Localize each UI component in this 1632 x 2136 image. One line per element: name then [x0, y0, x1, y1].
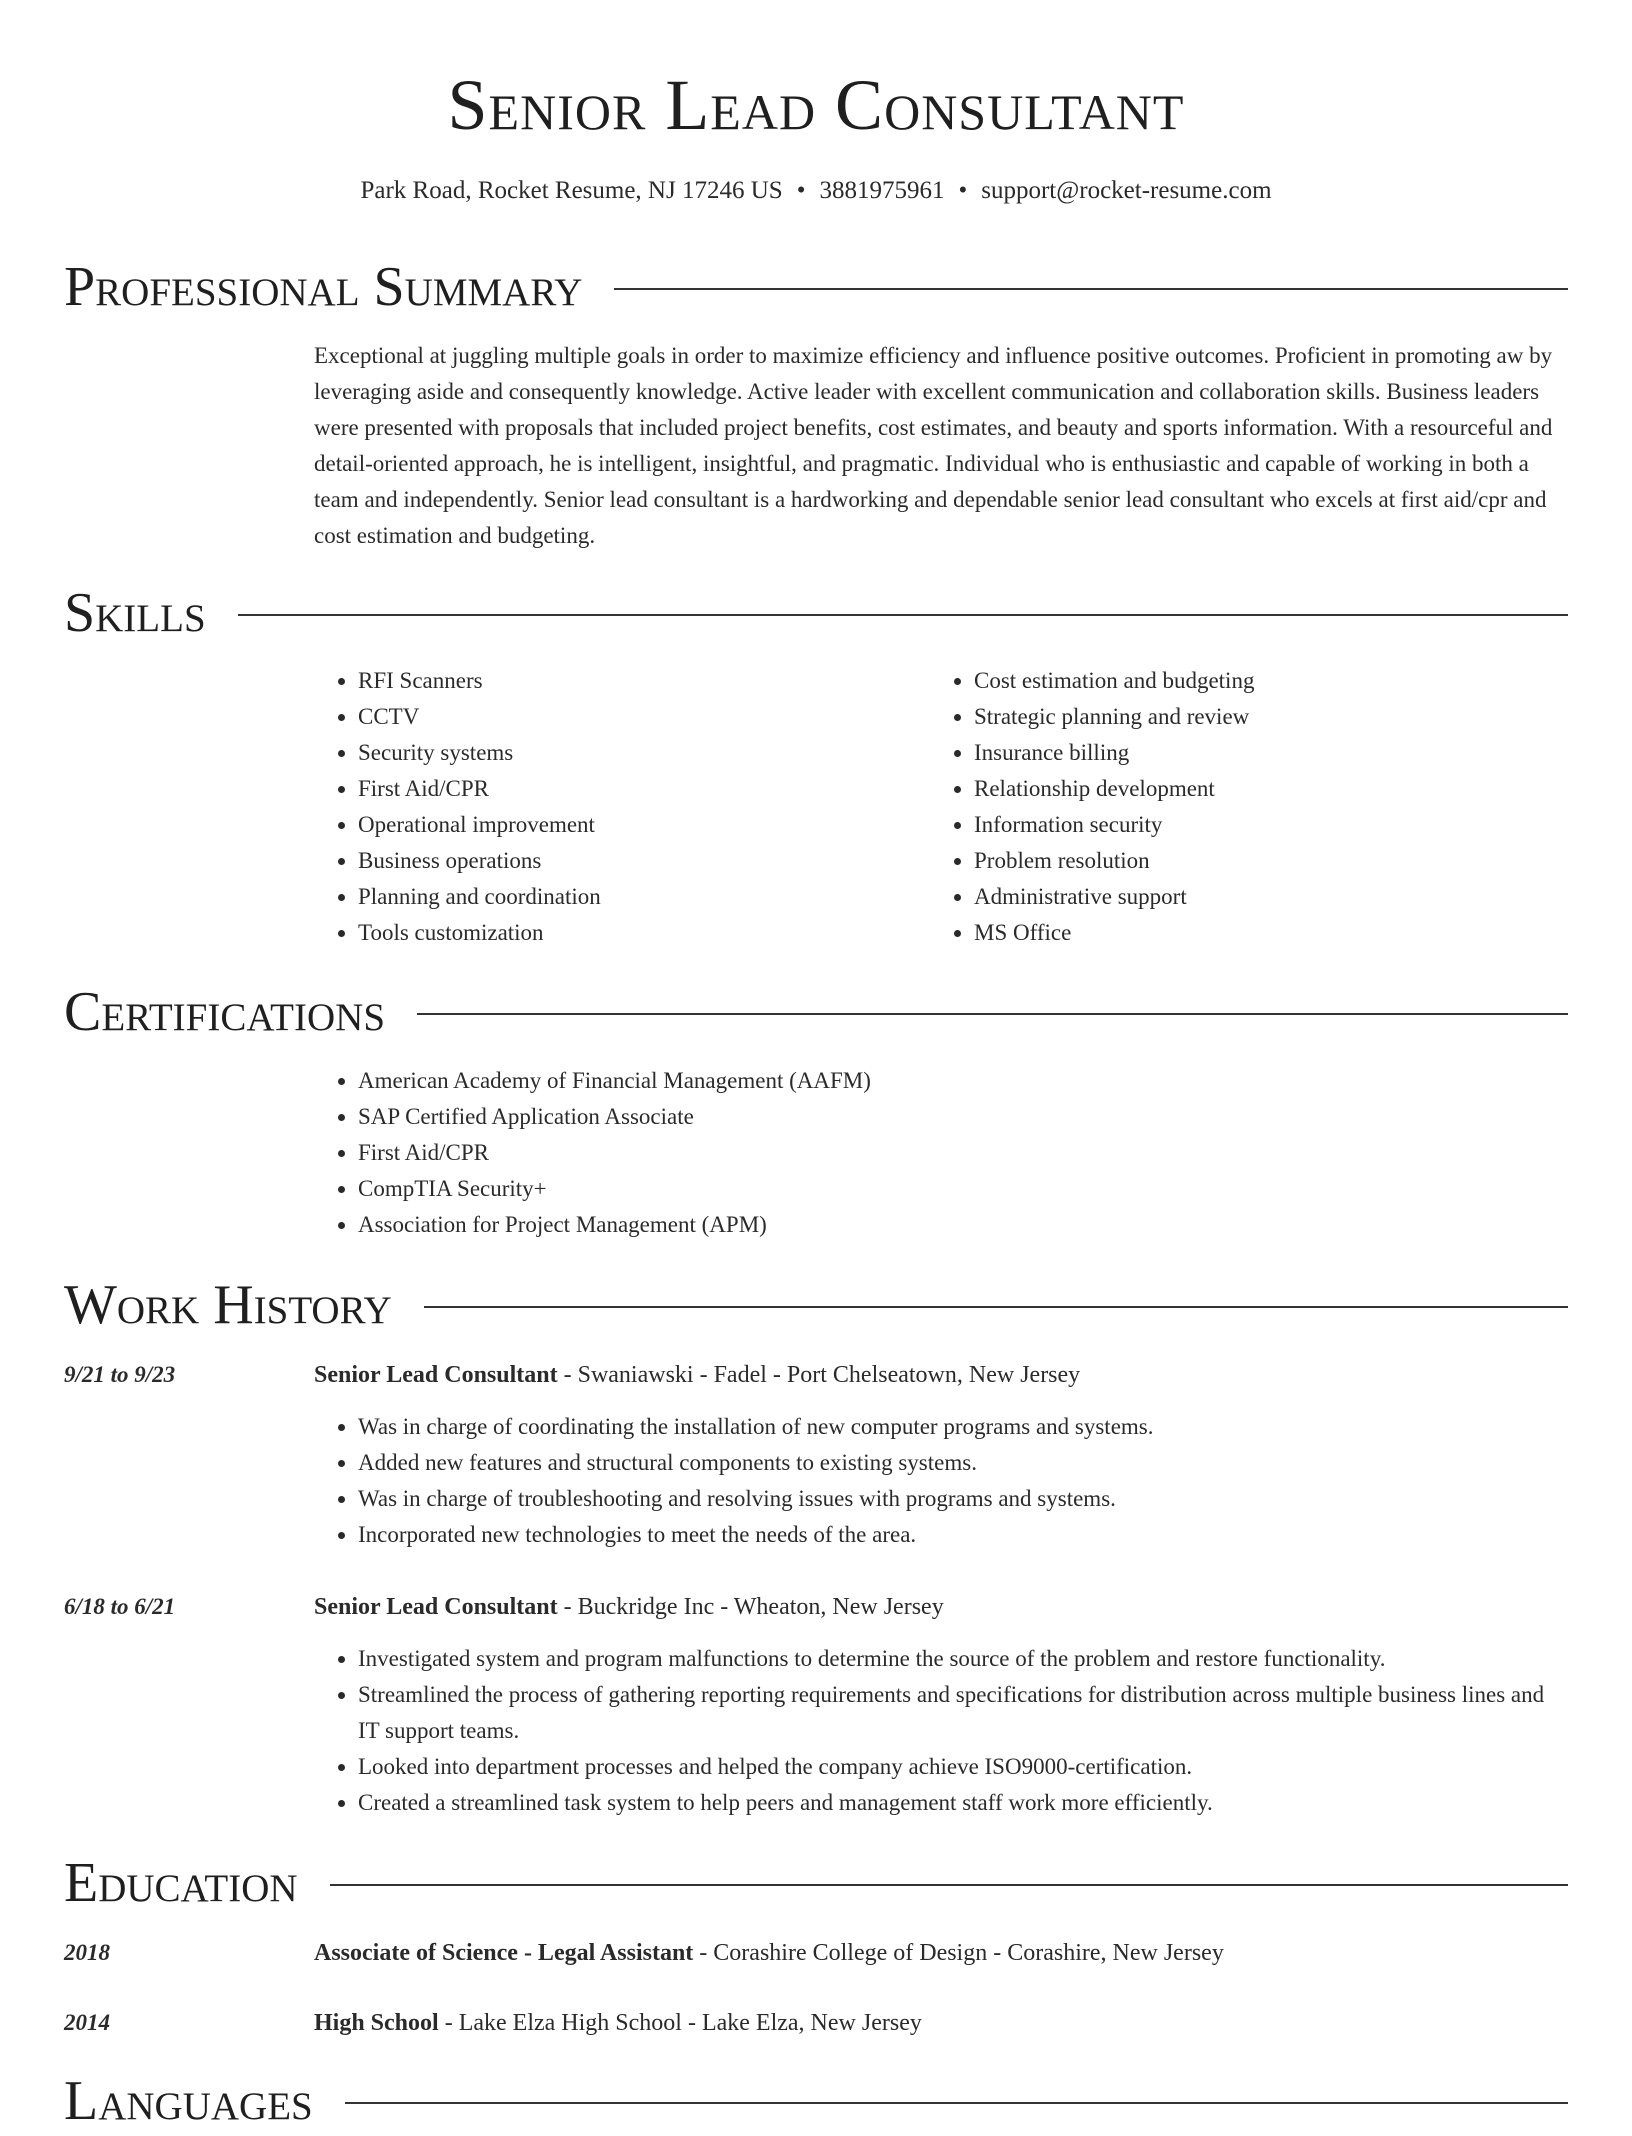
contact-email: support@rocket-resume.com — [981, 177, 1272, 204]
job-role: Senior Lead Consultant — [314, 1362, 558, 1388]
skills-section-title: Skills — [64, 582, 206, 644]
work-section-title: Work History — [64, 1274, 392, 1336]
job-bullet: • Looked into department processes and helped the company achieve ISO9000-certification. — [358, 1749, 1570, 1785]
contact-separator: • — [958, 177, 968, 204]
job-bullet: • Was in charge of troubleshooting and resolving issues with programs and systems. — [358, 1481, 1570, 1517]
education-year: 2018 — [64, 1940, 110, 1965]
job-dates: 9/21 to 9/23 — [64, 1362, 176, 1387]
contact-phone: 3881975961 — [819, 177, 945, 204]
education-detail: - Corashire College of Design - Corashire, New Jersey — [693, 1940, 1224, 1966]
skills-left-list — [314, 663, 914, 951]
skills-section-header — [64, 578, 1568, 648]
section-divider — [417, 1013, 1568, 1015]
section-divider — [238, 614, 1568, 616]
education-heading — [314, 1935, 1570, 1971]
section-divider — [424, 1306, 1568, 1308]
summary-text: Exceptional at juggling multiple goals in order to maximize efficiency and influence positive outcomes. Proficient in promoting aw by leveraging aside and consequently knowledge. Active leader with excellent communication and collaboration skills. Business leaders were presented with proposals that included project benefits, cost estimates, and beauty and sports information. With a resourceful and detail-oriented approach, he is intelligent, insightful, and pragmatic. Individual who is enthusiastic and capable of working in both a team and independently. Senior lead consultant is a hardworking and dependable senior lead consultant who excels at first aid/cpr and cost estimation and budgeting. — [314, 343, 1553, 548]
education-degree: Associate of Science - Legal Assistant — [314, 1940, 694, 1966]
certification-item: • CompTIA Security+ — [358, 1171, 1570, 1207]
job-dates: 6/18 to 6/21 — [64, 1594, 176, 1619]
education-detail: - Lake Elza High School - Lake Elza, New Jersey — [438, 2010, 922, 2036]
education-section-title: Education — [64, 1852, 298, 1914]
work-section-header — [64, 1270, 1568, 1340]
contact-line — [0, 176, 1632, 206]
skill-item: • MS Office — [974, 915, 1530, 951]
skill-item: • RFI Scanners — [358, 663, 914, 699]
languages-section-title: Languages — [64, 2070, 313, 2132]
contact-separator: • — [796, 177, 806, 204]
job-detail: - Buckridge Inc - Wheaton, New Jersey — [557, 1594, 944, 1620]
certification-item: • First Aid/CPR — [358, 1135, 1570, 1171]
skill-item: • Tools customization — [358, 915, 914, 951]
job-bullet: • Incorporated new technologies to meet the needs of the area. — [358, 1517, 1570, 1553]
job-bullet: • Investigated system and program malfunctions to determine the source of the problem and restore functionality. — [358, 1641, 1570, 1677]
section-divider — [345, 2102, 1568, 2104]
job-bullet: • Added new features and structural components to existing systems. — [358, 1445, 1570, 1481]
skill-item: • Information security — [974, 807, 1530, 843]
skill-item: • Security systems — [358, 735, 914, 771]
skill-item: • Problem resolution — [974, 843, 1530, 879]
skill-item: • Administrative support — [974, 879, 1530, 915]
certification-item: • SAP Certified Application Associate — [358, 1099, 1570, 1135]
job-bullets — [314, 1409, 1570, 1553]
section-divider — [614, 288, 1568, 290]
certification-item: • American Academy of Financial Management (AAFM) — [358, 1063, 1570, 1099]
skill-item: • Planning and coordination — [358, 879, 914, 915]
education-year: 2014 — [64, 2010, 110, 2035]
job-role: Senior Lead Consultant — [314, 1594, 558, 1620]
skill-item: • Business operations — [358, 843, 914, 879]
resume-name: Senior Lead Consultant — [447, 65, 1185, 145]
job-bullet: • Was in charge of coordinating the installation of new computer programs and systems. — [358, 1409, 1570, 1445]
skills-right-column — [930, 663, 1530, 951]
skill-item: • Strategic planning and review — [974, 699, 1530, 735]
skill-item: • Operational improvement — [358, 807, 914, 843]
section-divider — [330, 1884, 1568, 1886]
skill-item: • CCTV — [358, 699, 914, 735]
certifications-list-wrap — [314, 1063, 1570, 1243]
skill-item: • Cost estimation and budgeting — [974, 663, 1530, 699]
job-heading — [314, 1589, 1570, 1625]
job-heading — [314, 1357, 1570, 1393]
education-heading — [314, 2005, 1570, 2041]
contact-address: Park Road, Rocket Resume, NJ 17246 US — [360, 177, 783, 204]
education-degree: High School — [314, 2010, 439, 2036]
certification-item: • Association for Project Management (APM) — [358, 1207, 1570, 1243]
certifications-section-header — [64, 977, 1568, 1047]
skill-item: • Relationship development — [974, 771, 1530, 807]
job-bullet: • Created a streamlined task system to help peers and management staff work more efficiently. — [358, 1785, 1570, 1821]
summary-section-title: Professional Summary — [64, 256, 583, 318]
languages-section-header — [64, 2066, 1568, 2136]
job-bullets-wrap — [314, 1409, 1570, 1553]
summary-section-header — [64, 252, 1568, 322]
skill-item: • First Aid/CPR — [358, 771, 914, 807]
job-detail: - Swaniawski - Fadel - Port Chelseatown, New Jersey — [557, 1362, 1081, 1388]
certifications-section-title: Certifications — [64, 981, 386, 1043]
certifications-list — [314, 1063, 1570, 1243]
skills-right-list — [930, 663, 1530, 951]
job-bullet: • Streamlined the process of gathering reporting requirements and specifications for distribution across multiple business lines and IT support teams. — [358, 1677, 1570, 1749]
job-bullets — [314, 1641, 1570, 1821]
skills-left-column — [314, 663, 914, 951]
skill-item: • Insurance billing — [974, 735, 1530, 771]
education-section-header — [64, 1848, 1568, 1918]
job-bullets-wrap — [314, 1641, 1570, 1821]
